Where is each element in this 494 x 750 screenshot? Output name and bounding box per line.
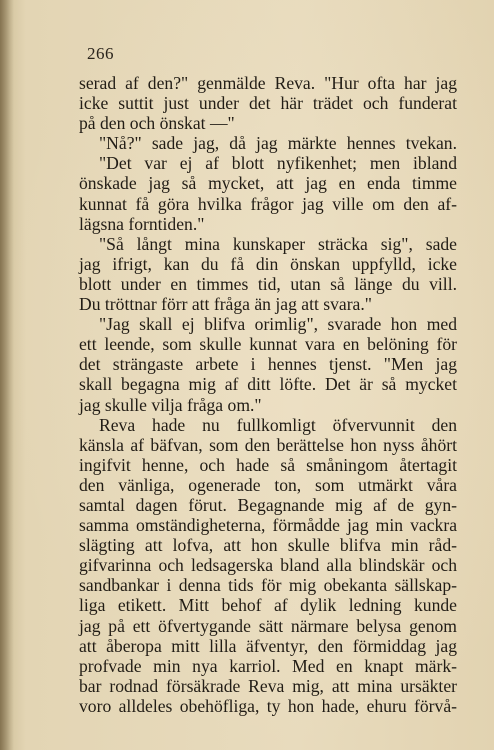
text-line: profvade min nya karriol. Med en knapt märk-: [79, 655, 457, 676]
page-number: 266: [87, 44, 114, 63]
text-line: voro alldeles obehöfliga, ty hon hade, ehuru förvå-: [79, 695, 457, 716]
text-line: bar rodnad försäkrade Reva mig, att mina ursäkter: [79, 675, 457, 696]
text-line: önskade jag så mycket, att jag en enda timme: [79, 173, 457, 194]
text-line: det strängaste arbete i hennes tjenst. "Men jag: [79, 354, 457, 375]
text-line: samma omständigheterna, förmådde jag min vackra: [79, 515, 457, 536]
text-line: jag ifrigt, kan du få din önskan uppfylld, icke: [79, 253, 457, 274]
text-line: Reva hade nu fullkomligt öfvervunnit den: [99, 414, 457, 435]
text-line: jag på ett öfvertygande sätt närmare belysa genom: [79, 615, 457, 636]
text-line: samtal dagen förut. Begagnande mig af de gyn-: [79, 494, 457, 515]
text-line: Du tröttnar förr att fråga än jag att svara.": [79, 294, 372, 315]
body-text: [79, 73, 457, 716]
text-line: ett leende, som skulle kunnat vara en belöning för: [79, 334, 457, 355]
text-line: den vänliga, ogenerade ton, som utmärkt våra: [79, 474, 457, 495]
text-line: liga etikett. Mitt behof af dylik ledning kunde: [79, 595, 457, 616]
text-line: slägting att lofva, att hon skulle blifva min råd-: [79, 535, 457, 556]
text-line: "Så långt mina kunskaper sträcka sig", sade: [99, 233, 457, 254]
text-line: känsla af bäfvan, som den berättelse hon nyss åhört: [79, 434, 457, 455]
text-line: ingifvit henne, och hade så småningom återtagit: [79, 454, 457, 475]
text-line: "Nå?" sade jag, då jag märkte hennes tvekan.: [99, 133, 457, 154]
text-line: jag skulle vilja fråga om.": [79, 394, 262, 415]
text-line: serad af den?" genmälde Reva. "Hur ofta har jag: [79, 73, 457, 93]
text-line: skall begagna mig af ditt löfte. Det är så mycket: [79, 374, 457, 395]
text-line: sandbankar i denna tids för mig obekanta sällskap-: [79, 575, 457, 596]
text-line: på den och önskat —": [79, 113, 235, 134]
text-line: blott under en timmes tid, utan så länge du vill.: [79, 273, 457, 294]
text-line: att åberopa mitt lilla äfventyr, den förmiddag jag: [79, 635, 457, 656]
gutter-shadow: [0, 0, 14, 750]
text-line: gifvarinna och ledsagerska bland alla blindskär och: [79, 555, 457, 576]
text-line: icke suttit just under det här trädet och funderat: [79, 93, 457, 114]
text-line: lägsna forntiden.": [79, 213, 205, 234]
text-line: "Det var ej af blott nyfikenhet; men ibland: [99, 153, 457, 174]
text-line: kunnat få göra hvilka frågor jag ville om den af-: [79, 193, 457, 214]
text-line: "Jag skall ej blifva orimlig", svarade hon med: [99, 314, 457, 335]
